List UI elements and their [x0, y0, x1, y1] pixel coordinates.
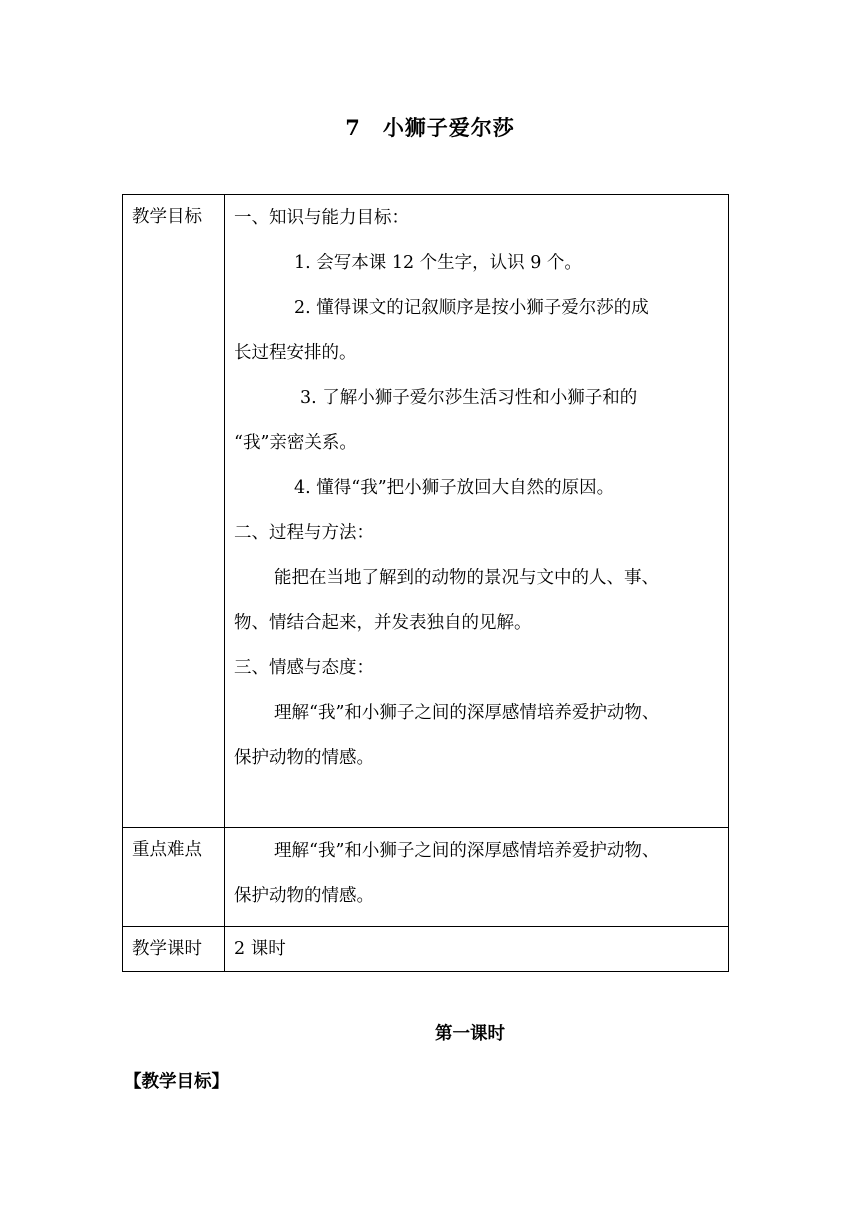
key-points-content-cell	[225, 828, 729, 927]
goals-line: 三、情感与态度：	[234, 658, 374, 678]
hours-value: 2 课时	[234, 939, 286, 959]
hours-content-cell	[225, 927, 729, 972]
goals-line: 2. 懂得课文的记叙顺序是按小狮子爱尔莎的成	[294, 298, 649, 318]
goals-label-cell	[123, 195, 225, 828]
hours-label-cell	[123, 927, 225, 972]
key-points-line: 保护动物的情感。	[234, 886, 374, 906]
lesson-title	[0, 112, 860, 142]
key-points-label-cell	[123, 828, 225, 927]
table-row-hours	[123, 927, 729, 972]
goals-line: 物、情结合起来，并发表独自的见解。	[234, 613, 532, 633]
goals-label: 教学目标	[132, 207, 202, 227]
goals-line: 3. 了解小狮子爱尔莎生活习性和小狮子和的	[300, 388, 638, 408]
teaching-goals-heading: 【教学目标】	[124, 1072, 229, 1092]
goals-content-cell	[225, 195, 729, 828]
key-points-line: 理解“我”和小狮子之间的深厚感情培养爱护动物、	[274, 841, 660, 861]
table-row-goals	[123, 195, 729, 828]
goals-line: “我”亲密关系。	[234, 433, 357, 453]
hours-label: 教学课时	[132, 939, 202, 959]
goals-line: 保护动物的情感。	[234, 748, 374, 768]
goals-line: 二、过程与方法：	[234, 523, 374, 543]
section-title: 第一课时	[435, 1024, 505, 1044]
lesson-number: 7	[345, 115, 361, 140]
lesson-title-text: 小狮子爱尔莎	[382, 115, 515, 140]
goals-line: 长过程安排的。	[234, 343, 357, 363]
goals-line: 能把在当地了解到的动物的景况与文中的人、事、	[274, 568, 659, 588]
key-points-label: 重点难点	[132, 840, 202, 860]
goals-line: 1. 会写本课 12 个生字，认识 9 个。	[294, 253, 582, 273]
lesson-plan-table	[122, 194, 729, 972]
goals-line: 一、知识与能力目标：	[234, 208, 409, 228]
goals-line: 理解“我”和小狮子之间的深厚感情培养爱护动物、	[274, 703, 660, 723]
table-row-key-points	[123, 828, 729, 927]
goals-line: 4. 懂得“我”把小狮子放回大自然的原因。	[294, 478, 615, 498]
